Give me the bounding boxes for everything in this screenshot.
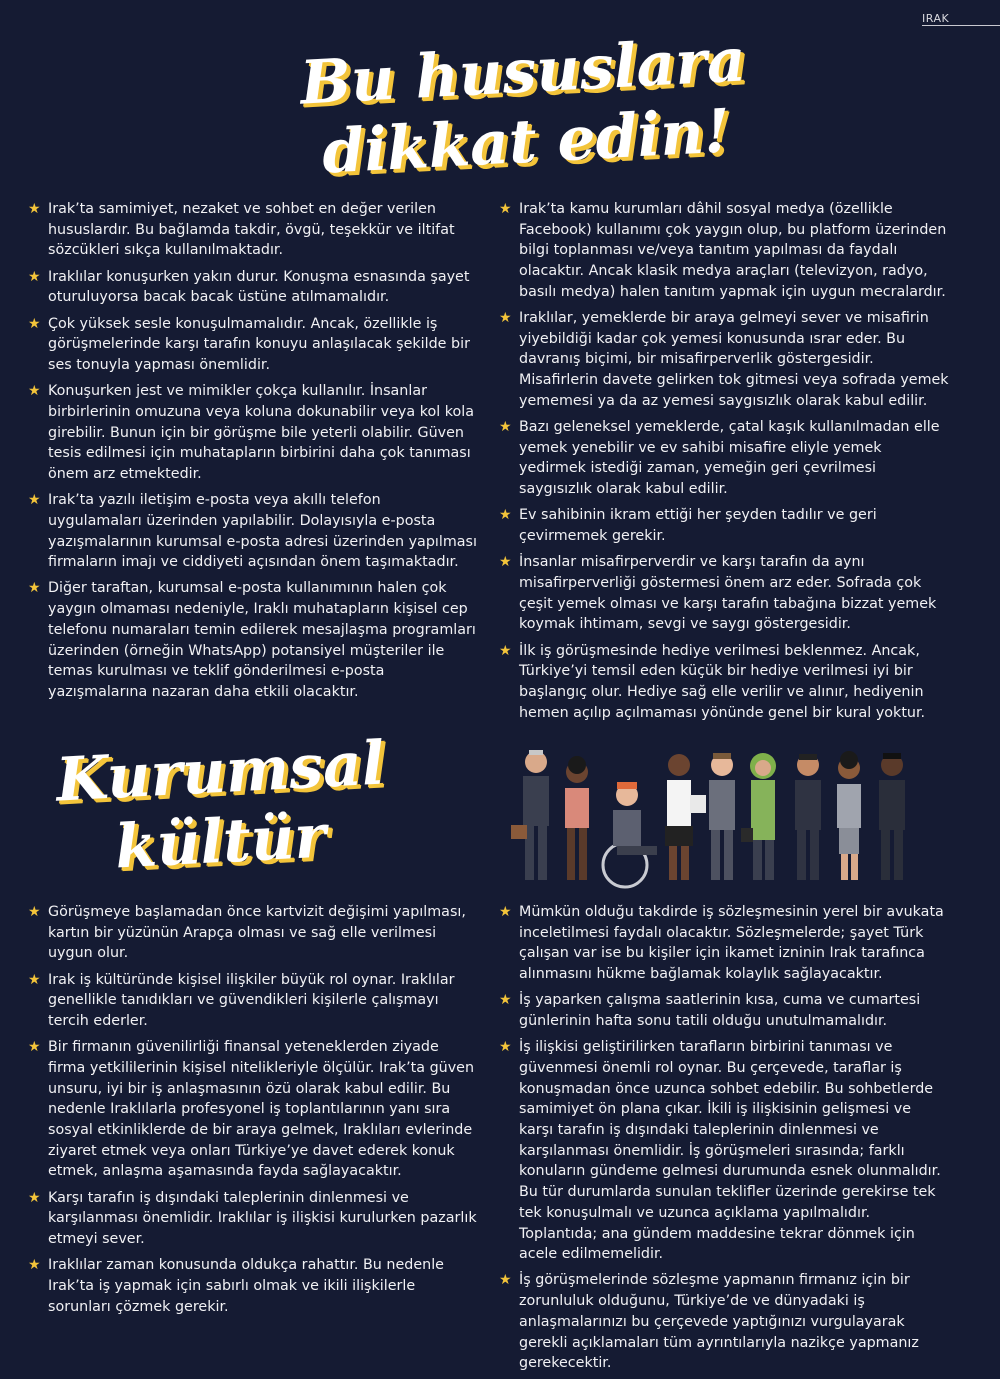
list-item [28,267,478,308]
list-item-text: Irak’ta kamu kurumları dâhil sosyal medya (özellikle Facebook) kullanımı çok yaygın olup, bu platform üzerinden bilgi toplanması ve/veya tanıtım yapılması da faydalı olacaktır. Ancak klasik medya araçları (televizyon, radyo, basılı medya) halen tanıtım yapmak için uygun mecralardır. [519,201,947,300]
list-item-text: Ev sahibinin ikram ettiği her şeyden tadılır ve geri çevirmemek gerekir. [519,507,877,545]
section-rule [922,25,1000,26]
list-item [28,490,478,573]
list-item-text: Konuşurken jest ve mimikler çokça kullanılır. İnsanlar birbirlerinin omuzuna veya koluna dokunabilir veya kol kola girebilir. Bunun için bir görüşme bile yeterli olabilir. Güven tesis edilmesi için muhatapların birbirini daha çok tanıması önem arz etmektedir. [48,383,474,482]
attention-column-right [499,199,949,729]
star-icon: ★ [28,1257,41,1274]
person-7 [795,754,821,880]
list-item [499,505,949,546]
list-item [499,308,949,412]
star-icon: ★ [499,310,512,327]
list-item-text: İş görüşmelerinde sözleşme yapmanın firmanız için bir zorunluluk olduğunu, Türkiye’de ve dünyadaki iş anlaşmalarınızı bu çerçevede yaptığınızı vurgulayarak gerekli açıklamaları tüm ayrıntılarıyla nazikçe yapmanız gerekecektir. [519,1272,919,1372]
list-item-text: Bir firmanın güvenilirliği finansal yeteneklerden ziyade firma yetkililerinin kişisel nitelikleriyle ölçülür. Irak’ta güven unsuru, iyi bir iş anlaşmasının özü olarak kabul edilir. Bu nedenle Iraklılarla profesyonel iş toplantılarının yanı sıra sosyal etkinliklerde de bir araya gelmek, Iraklıları evlerinde ziyaret etmek veya onları Türkiye’ye davet ederek konuk etmek, anlaşma aşamasında fayda sağlayacaktır. [48,1039,475,1180]
list-item-text: İş yaparken çalışma saatlerinin kısa, cuma ve cumartesi günlerinin hafta sonu tatili olduğu unutulmamalıdır. [519,992,921,1030]
star-icon: ★ [28,1189,41,1206]
star-icon: ★ [499,554,512,571]
title-culture-line1: Kurumsal [54,728,387,816]
person-1 [511,750,549,880]
list-item-text: Bazı geleneksel yemeklerde, çatal kaşık kullanılmadan elle yemek yenebilir ve ev sahibi misafire eliyle yemek yedirmek istediği zaman, yemeğin geri çevrilmesi saygısızlık olarak kabul edilir. [519,419,940,498]
list-item [28,314,478,376]
person-5 [709,753,735,880]
attention-list-right [499,199,949,723]
list-item-text: Iraklılar, yemeklerde bir araya gelmeyi sever ve misafirin yiyebildiği kadar çok yemesi konusunda ısrar eder. Bu davranış biçimi, bir misafirperverlik göstergesidir. Misafirlerin davete gelirken tok gitmesi veya sofrada yemek yememesi ya da az yemesi saygısızlık olarak kabul edilir. [519,310,949,409]
person-6-hijab [741,753,776,880]
list-item [499,1037,949,1265]
list-item-text: Karşı tarafın iş dışındaki taleplerinin dinlenmesi ve karşılanması önemlidir. Iraklılar iş ilişkisi kurulurken pazarlık etmeyi sever. [48,1189,477,1248]
list-item [28,1037,478,1182]
person-8 [837,751,861,880]
person-3-wheelchair [603,782,657,887]
list-item [499,199,949,303]
list-item-text: Mümkün olduğu takdirde iş sözleşmesinin yerel bir avukata inceletilmesi faydalı olacaktır. Sözleşmelerde; şayet Türk çalışan var ise bu kişiler için ikamet izninin Irak tarafınca alınmasını hükme bağlamak kolaylık sağlayacaktır. [519,904,944,983]
section-label: IRAK [922,12,950,25]
list-item-text: Diğer taraftan, kurumsal e-posta kullanımının halen çok yaygın olmaması nedeniyle, Iraklı muhatapların kişisel cep telefonu numaraları temin edilerek mesajlaşma programları üzerinden (örneğin WhatsApp) potansiyel müşteriler ile temas kurulması ve teklif gönderilmesi e-posta yazışmalarına nazaran daha etkili olacaktır. [48,580,476,700]
list-item-text: Irak iş kültüründe kişisel ilişkiler büyük rol oynar. Iraklılar genellikle tanıdıkları ve güvendikleri kişilerle çalışmayı tercih ederler. [48,971,455,1030]
list-item-text: İş ilişkisi geliştirilirken tarafların birbirini tanıması ve güvenmesi önemli rol oynar. Bu çerçevede, taraflar iş konuşmadan önce uzunca sohbet edebilir. Bu sohbetlerde samimiyet ön plana çıkar. İkili iş ilişkisinin gelişmesi ve karşı tarafın iş dışındaki taleplerinin dinlenmesi ve karşılanması önemlidir. İş görüşmeleri sırasında; farklı konuların gündeme gelmesi durumunda esnek olunmalıdır. Bu tür durumlarda sunulan teklifler üzerinde gerekirse tek tek konuşulmalı ve uzunca açıklama yapılmalıdır. Toplantıda; ana gündem maddesine tekrar dönmek için acele edilmemelidir. [519,1039,941,1263]
list-item-text: İlk iş görüşmesinde hediye verilmesi beklenmez. Ancak, Türkiye’yi temsil eden küçük bir hediye verilmesi iyi bir başlangıç olur. Hediye sağ elle verilir ve alınır, hediyenin hemen açılıp açılmaması yönünde genel bir kural yoktur. [519,642,926,721]
star-icon: ★ [499,904,512,920]
star-icon: ★ [499,992,512,1009]
star-icon: ★ [28,201,41,217]
list-item [28,199,478,261]
culture-column-left [28,902,478,1323]
star-icon: ★ [499,1272,512,1289]
star-icon: ★ [28,492,41,509]
list-item-text: Iraklılar zaman konusunda oldukça rahattır. Bu nedenle Irak’ta iş yapmak için sabırlı olmak ve ikili ilişkilerle sorunları çözmek gerekir. [48,1257,444,1315]
star-icon: ★ [499,201,512,217]
star-icon: ★ [28,315,41,332]
title-attention-line2: dikkat edin! [320,96,732,188]
star-icon: ★ [28,268,41,285]
star-icon: ★ [499,419,512,436]
star-icon: ★ [28,580,41,597]
star-icon: ★ [499,642,512,659]
list-item [499,641,949,724]
culture-column-right [499,902,949,1379]
attention-column-left [28,199,478,708]
star-icon: ★ [499,1039,512,1056]
person-9 [879,753,905,880]
list-item-text: Irak’ta samimiyet, nezaket ve sohbet en değer verilen hususlardır. Bu bağlamda takdir, övgü, teşekkür ve iltifat sözcükleri sıkça kullanılmaktadır. [48,201,455,259]
title-culture-line2: kültür [113,801,328,883]
culture-list-right [499,902,949,1374]
list-item [28,578,478,702]
list-item [499,1270,949,1374]
list-item [28,970,478,1032]
star-icon: ★ [28,383,41,400]
list-item [499,990,949,1031]
attention-list-left [28,199,478,703]
star-icon: ★ [28,971,41,988]
list-item [28,902,478,964]
list-item [28,1188,478,1250]
list-item-text: Irak’ta yazılı iletişim e-posta veya akıllı telefon uygulamaları üzerinden yapılabilir. Dolayısıyla e-posta yazışmalarının kurumsal e-posta adresi üzerinden yapılması firmaların imajı ve ciddiyeti açısından önem taşımaktadır. [48,492,477,571]
title-attention-line1: Bu hususlara [298,25,748,119]
list-item [28,381,478,485]
list-item-text: Iraklılar konuşurken yakın durur. Konuşma esnasında şayet oturuluyorsa bacak bacak üstüne atılmamalıdır. [48,268,470,306]
culture-list-left [28,902,478,1317]
person-2 [565,756,589,880]
list-item [499,417,949,500]
list-item-text: İnsanlar misafirperverdir ve karşı tarafın da aynı misafirperverliği göstermesi önem arz eder. Sofrada çok çeşit yemek olması ve karşı tarafın tabağına bizzat yemek koymak ihtimam, sevgi ve saygı göstergesidir. [519,554,937,633]
star-icon: ★ [28,1039,41,1056]
list-item [28,1255,478,1317]
star-icon: ★ [28,904,41,920]
list-item-text: Çok yüksek sesle konuşulmamalıdır. Ancak, özellikle iş görüşmelerinde karşı tarafın konuyu anlaşılacak şekilde bir ses tonuyla yapması önemlidir. [48,315,470,373]
business-people-illustration [505,740,925,890]
person-4 [665,754,706,880]
list-item [499,902,949,985]
list-item-text: Görüşmeye başlamadan önce kartvizit değişimi yapılması, kartın bir yüzünün Arapça olması ve sağ elle verilmesi uygun olur. [48,904,466,962]
star-icon: ★ [499,507,512,524]
list-item [499,552,949,635]
